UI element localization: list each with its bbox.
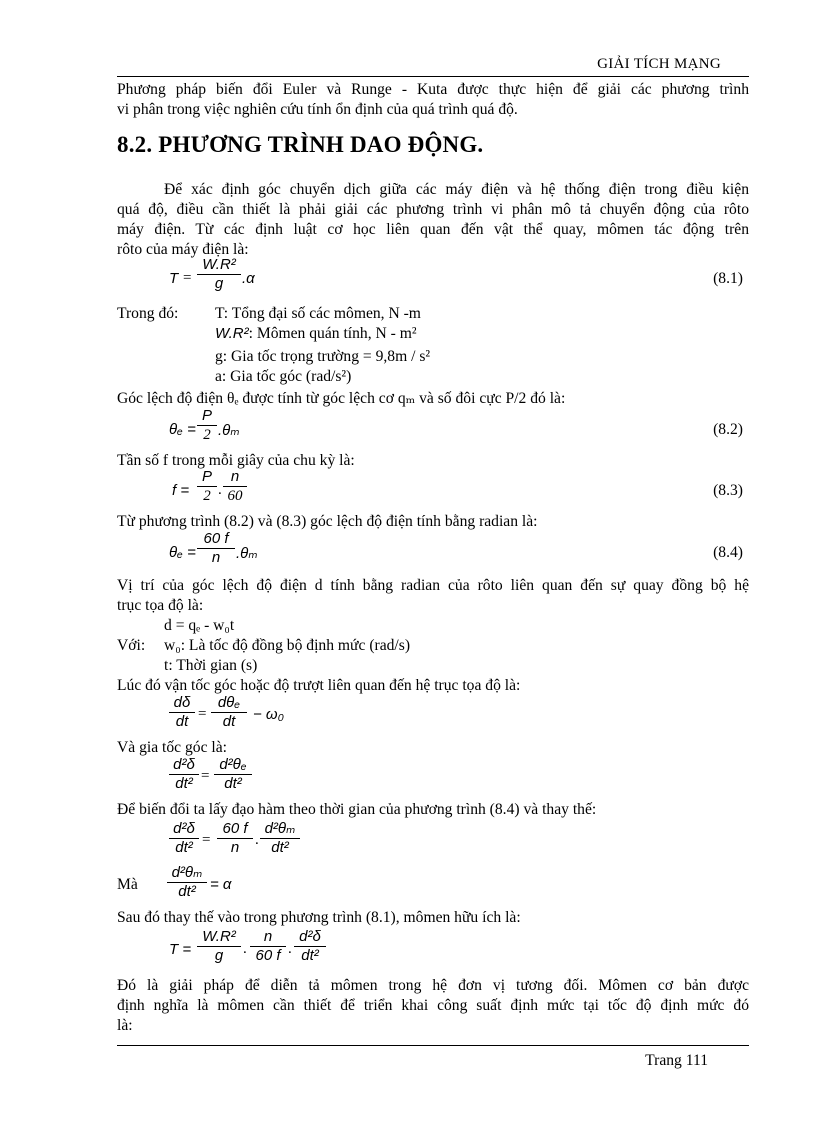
eq3-numerator-1: P [197, 468, 217, 487]
eq6-numerator-1: d²δ [169, 756, 199, 775]
text-from-equations: Từ phương trình (8.2) và (8.3) góc lệch độ điện tính bằng radian là: [117, 513, 538, 530]
para1-line-1: Để xác định góc chuyển dịch giữa các máy điện và hệ thống điện trong điều kiện [164, 181, 749, 198]
where-label: Trong đó: [117, 305, 179, 322]
eq7-denominator-3: dt² [271, 839, 289, 856]
ma-fraction [167, 864, 207, 901]
where-item-g: g: Gia tốc trọng trường = 9,8m / s² [215, 348, 431, 365]
eq6-equals: = [201, 768, 210, 784]
equation-derivative [117, 820, 749, 864]
eq5-denominator-2: dt [222, 713, 236, 730]
eq1-fraction [197, 256, 241, 293]
eq2-lhs: θₑ = [169, 421, 196, 438]
equation-ma [117, 864, 749, 906]
para3-line-1: Đó là giải pháp để diễn tả mômen trong hệ đơn vị tương đối. Mômen cơ bản được [117, 977, 749, 994]
section-title: 8.2. PHƯƠNG TRÌNH DAO ĐỘNG. [117, 132, 484, 157]
para2-line-2: trục tọa độ là: [117, 597, 204, 614]
eq1-lhs: T [169, 270, 179, 287]
eq7-numerator-2: 60 f [217, 820, 253, 839]
equation-8-1 [117, 256, 749, 302]
eq8-numerator-2: n [250, 928, 286, 947]
intro-line-1: Phương pháp biến đổi Euler và Runge - Kuta được thực hiện để giải các phương trình [117, 81, 749, 98]
para1-line-2: quá độ, điều cần thiết là phải giải các phương trình vi phân mô tả chuyển động của rôto [117, 201, 749, 218]
eq1-tail: .α [242, 270, 255, 287]
eq2-fraction [197, 407, 217, 444]
page-header [117, 50, 749, 77]
equation-acceleration [117, 756, 749, 798]
text-acceleration: Và gia tốc góc là: [117, 739, 227, 756]
eq6-denominator-2: dt² [224, 775, 242, 792]
eq8-denominator-3: dt² [301, 947, 319, 964]
page-number: Trang 111 [645, 1052, 708, 1069]
para2-line-1: Vị trí của góc lệch độ điện d tính bằng radian của rôto liên quan đến sự quay đồng bộ hệ [117, 577, 749, 594]
eq8-lhs: T = [169, 941, 192, 958]
where-item-wr2 [215, 324, 735, 344]
eq7-fraction-3 [260, 820, 300, 857]
eq4-tail: .θₘ [236, 545, 258, 562]
eq5-fraction-2 [211, 694, 247, 731]
ma-numerator: d²θₘ [167, 864, 207, 883]
eq5-fraction-1 [169, 694, 195, 731]
eq8-denominator-1: g [214, 947, 224, 964]
with-label: Với: [117, 637, 146, 654]
header-title: GIẢI TÍCH MẠNG [597, 56, 721, 72]
eq3-denominator-2: 60 [227, 488, 243, 504]
text-frequency: Tần số f trong mỗi giây của chu kỳ là: [117, 452, 355, 469]
eq5-tail: − ω₀ [253, 706, 284, 723]
eq3-fraction-1 [197, 468, 217, 505]
eq8-fraction-1 [197, 928, 241, 965]
para3-line-3: là: [117, 1017, 133, 1034]
eq4-number: (8.4) [713, 544, 743, 561]
where-wr2-symbol: W.R² [215, 325, 249, 342]
eq1-denominator: g [214, 275, 224, 292]
eq7-denominator-2: n [230, 839, 240, 856]
text-substitute: Sau đó thay thế vào trong phương trình (8.1), mômen hữu ích là: [117, 909, 521, 926]
para3-line-2: định nghĩa là mômen cần thiết để triển khai công suất định mức tại tốc độ định mức đó [117, 997, 749, 1014]
text-velocity: Lúc đó vận tốc góc hoặc độ trượt liên quan đến hệ trục tọa độ là: [117, 677, 521, 694]
eq8-fraction-3 [294, 928, 326, 965]
equation-8-4 [117, 530, 749, 574]
text-derivative: Để biến đổi ta lấy đạo hàm theo thời gian của phương trình (8.4) và thay thế: [117, 801, 597, 818]
eq5-numerator-2: dθₑ [211, 694, 247, 713]
eq6-fraction-1 [169, 756, 199, 793]
eq3-number: (8.3) [713, 482, 743, 499]
intro-line-2: vi phân trong việc nghiên cứu tính ổn định của quá trình quá độ. [117, 101, 518, 118]
para1-line-4: rôto của máy điện là: [117, 241, 249, 258]
ma-label: Mà [117, 876, 138, 893]
equation-8-3 [117, 468, 749, 510]
eq8-fraction-2 [250, 928, 286, 965]
ma-tail: = α [210, 876, 232, 893]
eq7-numerator-3: d²θₘ [260, 820, 300, 839]
footer-rule [117, 1045, 749, 1046]
eq3-fraction-2 [223, 468, 247, 505]
eq4-denominator: n [211, 549, 221, 566]
eq8-numerator-3: d²δ [294, 928, 326, 947]
text-theta: Góc lệch độ điện θₑ được tính từ góc lệch cơ qₘ và số đôi cực P/2 đó là: [117, 390, 566, 407]
eq2-number: (8.2) [713, 421, 743, 438]
eq8-denominator-2: 60 f [255, 947, 281, 964]
eq1-numerator: W.R² [197, 256, 241, 275]
ma-denominator: dt² [178, 883, 196, 900]
eq5-denominator-1: dt [175, 713, 189, 730]
eq8-numerator-1: W.R² [197, 928, 241, 947]
eq4-numerator: 60 f [197, 530, 235, 549]
where-item-t: T: Tổng đại số các mômen, N -m [215, 305, 421, 322]
eq3-denominator-1: 2 [203, 488, 211, 504]
eq2-denominator: 2 [203, 427, 211, 443]
para1-line-3: máy điện. Từ các định luật cơ học liên quan đến vật thể quay, mômen tác động trên [117, 221, 749, 238]
eq6-denominator-1: dt² [175, 775, 193, 792]
eq1-equals: = [183, 270, 192, 286]
eq7-equals: = [202, 832, 211, 848]
eq6-numerator-2: d²θₑ [214, 756, 252, 775]
equation-torque [117, 928, 749, 972]
where-item-a: a: Gia tốc góc (rad/s²) [215, 368, 352, 385]
eq2-numerator: P [197, 407, 217, 426]
with-item-w0: w₀: Là tốc độ đồng bộ định mức (rad/s) [164, 637, 411, 654]
eq7-dot: . [255, 832, 259, 848]
equation-velocity [117, 694, 749, 736]
eq2-tail: .θₘ [218, 422, 240, 439]
eq3-lhs: f = [172, 482, 190, 499]
eq6-fraction-2 [214, 756, 252, 793]
with-item-t: t: Thời gian (s) [164, 657, 258, 674]
eq4-fraction [197, 530, 235, 567]
eq3-numerator-2: n [223, 468, 247, 487]
equation-8-2 [117, 406, 749, 450]
eq8-dot-2: . [288, 941, 292, 957]
eq7-denominator-1: dt² [175, 839, 193, 856]
eq5-equals: = [198, 706, 207, 722]
eq7-fraction-2 [217, 820, 253, 857]
eq7-numerator-1: d²δ [169, 820, 199, 839]
where-wr2-text: : Mômen quán tính, N - m² [248, 325, 417, 342]
eq4-lhs: θₑ = [169, 544, 196, 561]
eq3-dot: . [218, 482, 222, 498]
eq5-numerator-1: dδ [169, 694, 195, 713]
eq7-fraction-1 [169, 820, 199, 857]
eq1-number: (8.1) [713, 270, 743, 287]
d-equation: d = qₑ - w₀t [164, 617, 235, 634]
eq8-dot-1: . [243, 941, 247, 957]
